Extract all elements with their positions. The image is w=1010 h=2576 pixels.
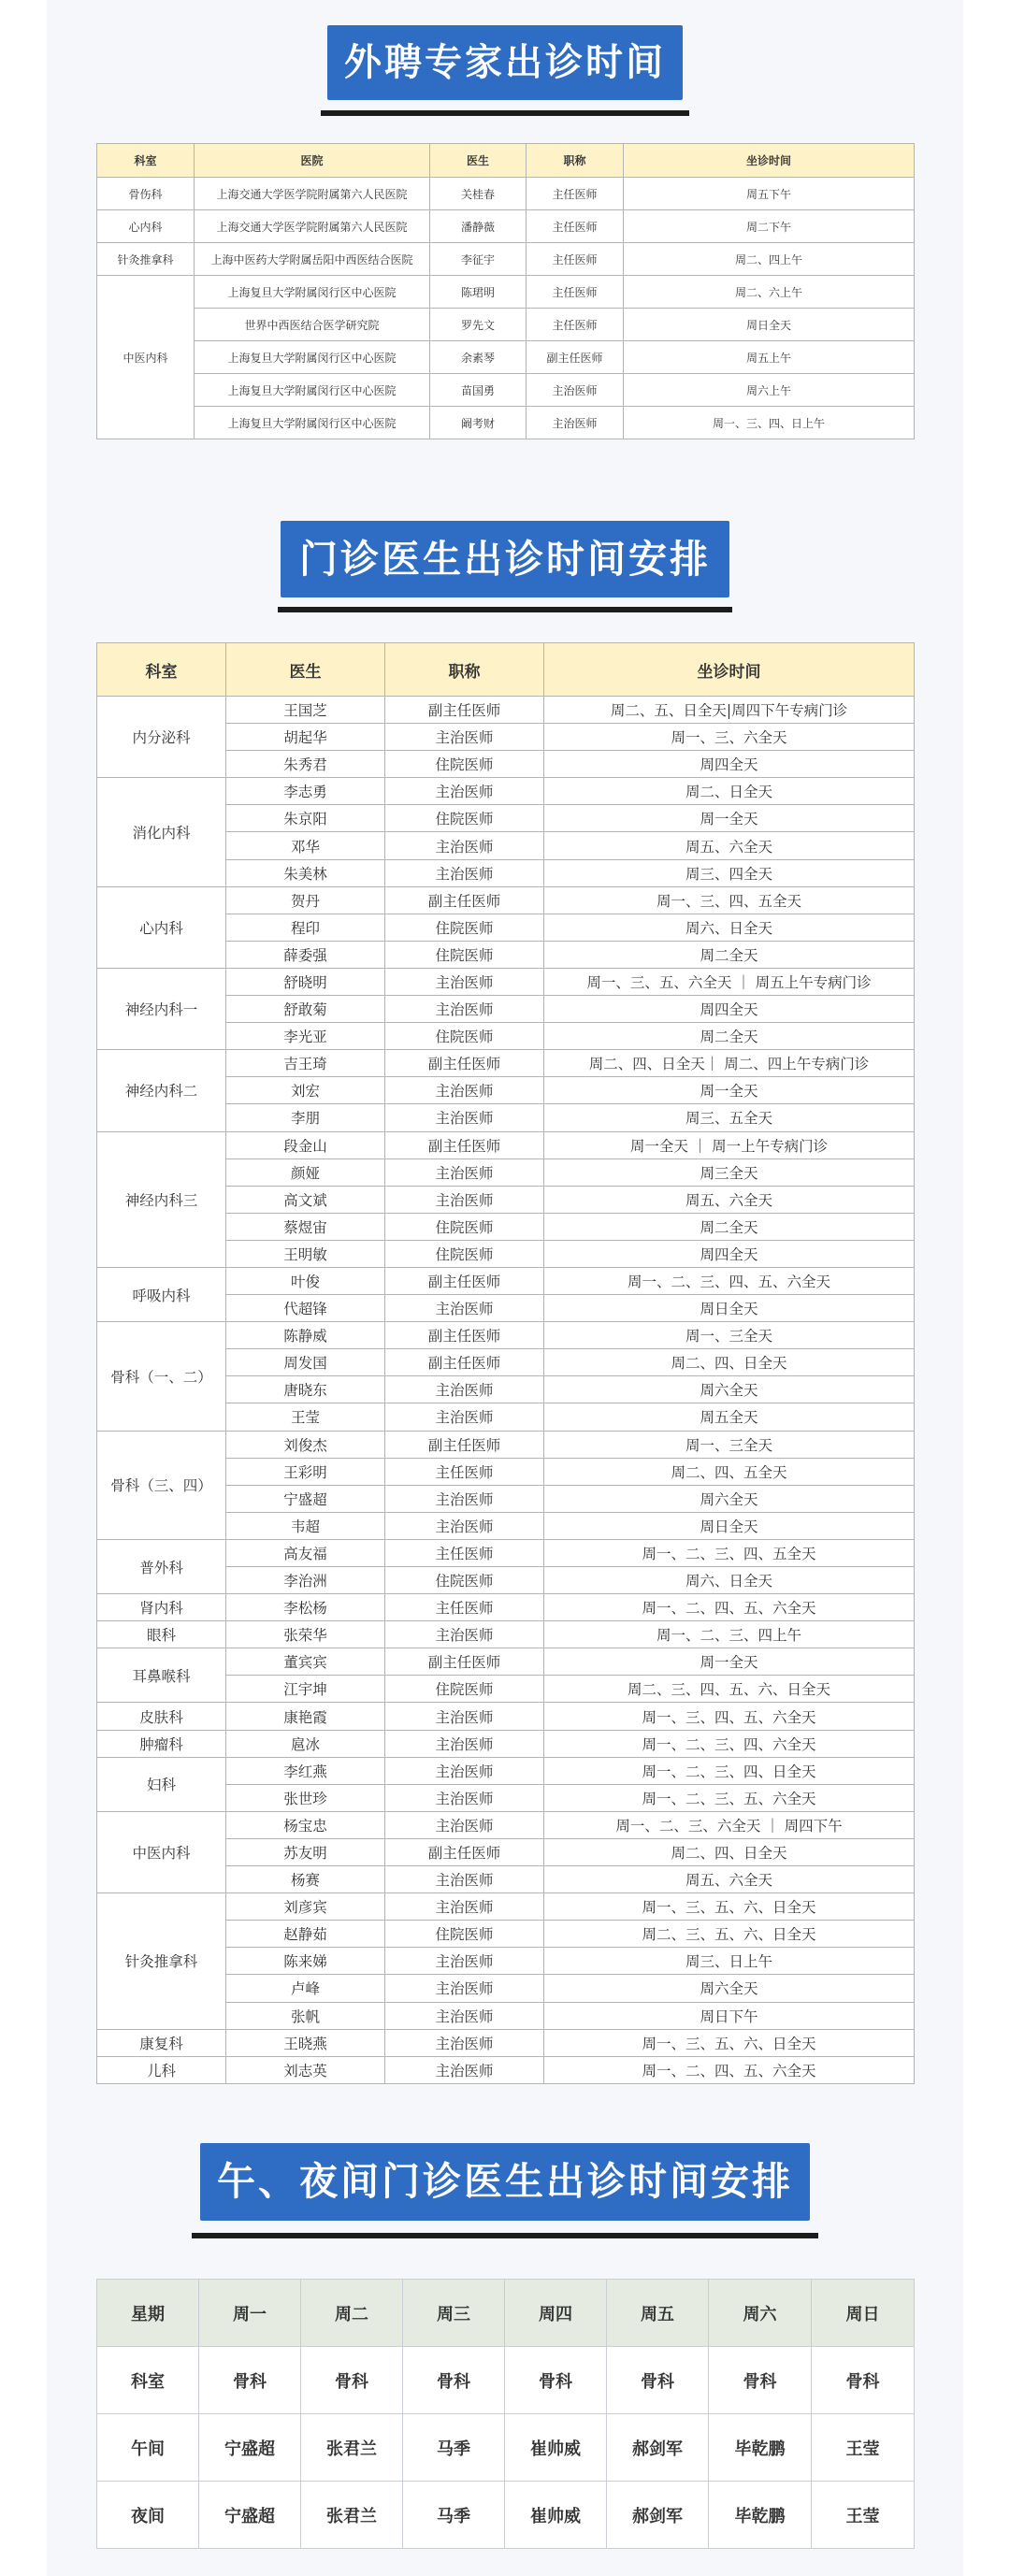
time-cell: 周二、四、日全天: [544, 1349, 915, 1376]
doctor-cell: 刘宏: [226, 1077, 385, 1104]
title-cell: 主治医师: [385, 1866, 544, 1893]
table-row: [97, 1730, 915, 1757]
title-cell: 主治医师: [385, 2002, 544, 2029]
title-cell: 主治医师: [385, 1077, 544, 1104]
schedule-cell: 宁盛超: [199, 2482, 301, 2549]
time-cell: 周一全天: [544, 805, 915, 832]
title-cell: 副主任医师: [385, 1267, 544, 1294]
doctor-cell: 董宾宾: [226, 1648, 385, 1676]
title-cell: 主治医师: [385, 2029, 544, 2056]
dept-cell: 皮肤科: [97, 1703, 226, 1730]
table-row: [97, 2414, 915, 2482]
schedule-cell: 骨科: [403, 2347, 505, 2414]
doctor-cell: 王晓燕: [226, 2029, 385, 2056]
schedule-cell: 马季: [403, 2482, 505, 2549]
dept-cell: 神经内科一: [97, 968, 226, 1049]
table-row: [97, 2482, 915, 2549]
time-cell: 周二、四、五全天: [544, 1458, 915, 1485]
doctor-cell: 蔡煜宙: [226, 1213, 385, 1240]
dept-cell: 内分泌科: [97, 697, 226, 778]
title-cell: 主治医师: [527, 407, 624, 439]
dept-cell: 神经内科三: [97, 1131, 226, 1267]
table-row: [97, 697, 915, 724]
section3-title-underline: [192, 2233, 818, 2238]
schedule-cell: 骨科: [709, 2347, 812, 2414]
dept-cell: 针灸推拿科: [97, 243, 195, 276]
title-cell: 主治医师: [385, 1376, 544, 1403]
time-cell: 周二、三、四、五、六、日全天: [544, 1676, 915, 1703]
schedule-cell: 郝剑军: [607, 2414, 709, 2482]
section1-title-wrap: [0, 25, 1010, 100]
doctor-cell: 高友福: [226, 1539, 385, 1566]
dept-cell: 中医内科: [97, 276, 195, 439]
schedule-cell: 崔帅威: [505, 2482, 607, 2549]
time-cell: 周二、四、日全天: [544, 1838, 915, 1865]
title-cell: 主治医师: [385, 859, 544, 886]
time-cell: 周六全天: [544, 1376, 915, 1403]
doctor-cell: 段金山: [226, 1131, 385, 1158]
time-cell: 周四全天: [544, 751, 915, 778]
doctor-cell: 阚考财: [430, 407, 527, 439]
row-label-cell: 夜间: [97, 2482, 199, 2549]
time-cell: 周三、日上午: [544, 1948, 915, 1975]
table-row: [97, 309, 915, 341]
doctor-cell: 杨宝忠: [226, 1811, 385, 1838]
time-cell: 周六全天: [544, 1975, 915, 2002]
header-cell: 职称: [385, 643, 544, 697]
hospital-cell: 上海复旦大学附属闵行区中心医院: [195, 341, 430, 374]
row-label-cell: 午间: [97, 2414, 199, 2482]
time-cell: 周六全天: [544, 1485, 915, 1512]
table-row: [97, 341, 915, 374]
doctor-cell: 陈来娣: [226, 1948, 385, 1975]
schedule-cell: 崔帅威: [505, 2414, 607, 2482]
title-cell: 主治医师: [385, 778, 544, 805]
table-row: [97, 1893, 915, 1921]
doctor-cell: 张世珍: [226, 1784, 385, 1811]
doctor-cell: 王彩明: [226, 1458, 385, 1485]
dept-cell: 普外科: [97, 1539, 226, 1593]
time-cell: 周一、三、四、五全天: [544, 886, 915, 914]
dept-cell: 神经内科二: [97, 1050, 226, 1131]
table-row: [97, 1131, 915, 1158]
time-cell: 周二全天: [544, 1213, 915, 1240]
doctor-cell: 江宇坤: [226, 1676, 385, 1703]
title-cell: 副主任医师: [385, 886, 544, 914]
doctor-cell: 苏友明: [226, 1838, 385, 1865]
doctor-cell: 颜娅: [226, 1158, 385, 1186]
title-cell: 主任医师: [527, 309, 624, 341]
dept-cell: 耳鼻喉科: [97, 1648, 226, 1703]
title-cell: 副主任医师: [385, 697, 544, 724]
header-cell: 医院: [195, 144, 430, 178]
time-cell: 周一、二、三、四、五、六全天: [544, 1267, 915, 1294]
doctor-cell: 潘静薇: [430, 210, 527, 243]
doctor-cell: 李朋: [226, 1104, 385, 1131]
time-cell: 周二、三、五、六、日全天: [544, 1921, 915, 1948]
doctor-cell: 李松杨: [226, 1594, 385, 1621]
time-cell: 周六、日全天: [544, 1567, 915, 1594]
time-cell: 周一、三、五、六、日全天: [544, 2029, 915, 2056]
title-cell: 住院医师: [385, 941, 544, 968]
time-cell: 周五全天: [544, 1403, 915, 1431]
doctor-cell: 罗先文: [430, 309, 527, 341]
doctor-cell: 赵静茹: [226, 1921, 385, 1948]
time-cell: 周二、日全天: [544, 778, 915, 805]
title-cell: 副主任医师: [385, 1131, 544, 1158]
title-cell: 主治医师: [385, 1811, 544, 1838]
doctor-cell: 李治洲: [226, 1567, 385, 1594]
header-cell: 坐诊时间: [624, 144, 915, 178]
schedule-cell: 骨科: [607, 2347, 709, 2414]
time-cell: 周一、三、五、六、日全天: [544, 1893, 915, 1921]
title-cell: 主治医师: [385, 1104, 544, 1131]
schedule-cell: 马季: [403, 2414, 505, 2482]
time-cell: 周一、三、四、五、六全天: [544, 1703, 915, 1730]
doctor-cell: 苗国勇: [430, 374, 527, 407]
time-cell: 周日全天: [624, 309, 915, 341]
time-cell: 周一、三全天: [544, 1431, 915, 1458]
title-cell: 副主任医师: [385, 1050, 544, 1077]
time-cell: 周六、日全天: [544, 914, 915, 941]
hospital-cell: 上海复旦大学附属闵行区中心医院: [195, 407, 430, 439]
dept-cell: 消化内科: [97, 778, 226, 886]
doctor-cell: 李光亚: [226, 1023, 385, 1050]
time-cell: 周一、二、三、四、六全天: [544, 1730, 915, 1757]
table-row: [97, 1811, 915, 1838]
time-cell: 周一、三、四、日上午: [624, 407, 915, 439]
dept-cell: 肿瘤科: [97, 1730, 226, 1757]
table-row: [97, 1050, 915, 1077]
schedule-cell: 骨科: [505, 2347, 607, 2414]
dept-cell: 中医内科: [97, 1811, 226, 1892]
doctor-cell: 张荣华: [226, 1621, 385, 1648]
hospital-cell: 上海中医药大学附属岳阳中西医结合医院: [195, 243, 430, 276]
time-cell: 周五、六全天: [544, 1186, 915, 1213]
dept-cell: 心内科: [97, 886, 226, 968]
title-cell: 主治医师: [527, 374, 624, 407]
title-cell: 主治医师: [385, 1703, 544, 1730]
dept-cell: 骨伤科: [97, 178, 195, 210]
external-experts-table: [96, 143, 915, 439]
title-cell: 主治医师: [385, 996, 544, 1023]
time-cell: 周日全天: [544, 1512, 915, 1539]
doctor-cell: 李红燕: [226, 1757, 385, 1784]
schedule-cell: 张君兰: [301, 2414, 403, 2482]
doctor-cell: 程印: [226, 914, 385, 941]
dept-cell: 心内科: [97, 210, 195, 243]
doctor-cell: 刘彦宾: [226, 1893, 385, 1921]
header-cell: 科室: [97, 643, 226, 697]
section3-title: 午、夜间门诊医生出诊时间安排: [200, 2143, 810, 2221]
doctor-cell: 陈珺明: [430, 276, 527, 309]
table-row: [97, 2347, 915, 2414]
section2-title-wrap: [0, 521, 1010, 597]
title-cell: 主治医师: [385, 1485, 544, 1512]
table-row: [97, 1621, 915, 1648]
title-cell: 主治医师: [385, 2056, 544, 2083]
doctor-cell: 代超锋: [226, 1295, 385, 1322]
title-cell: 主治医师: [385, 1893, 544, 1921]
title-cell: 主治医师: [385, 1403, 544, 1431]
time-cell: 周五下午: [624, 178, 915, 210]
doctor-cell: 邓华: [226, 832, 385, 859]
time-cell: 周一全天: [544, 1648, 915, 1676]
time-cell: 周五、六全天: [544, 832, 915, 859]
schedule-cell: 王莹: [812, 2414, 915, 2482]
time-cell: 周三、五全天: [544, 1104, 915, 1131]
table-row: [97, 1322, 915, 1349]
time-cell: 周日全天: [544, 1295, 915, 1322]
doctor-cell: 刘志英: [226, 2056, 385, 2083]
schedule-cell: 骨科: [301, 2347, 403, 2414]
time-cell: 周五上午: [624, 341, 915, 374]
doctor-cell: 宁盛超: [226, 1485, 385, 1512]
title-cell: 主治医师: [385, 1730, 544, 1757]
section2-title-underline: [278, 607, 732, 612]
dept-cell: 眼科: [97, 1621, 226, 1648]
time-cell: 周四全天: [544, 1240, 915, 1267]
header-cell: 坐诊时间: [544, 643, 915, 697]
header-cell: 医生: [430, 144, 527, 178]
title-cell: 住院医师: [385, 1213, 544, 1240]
hospital-cell: 上海交通大学医学院附属第六人民医院: [195, 178, 430, 210]
title-cell: 副主任医师: [385, 1349, 544, 1376]
title-cell: 住院医师: [385, 1240, 544, 1267]
table-row: [97, 210, 915, 243]
doctor-cell: 舒晓明: [226, 968, 385, 995]
schedule-cell: 张君兰: [301, 2482, 403, 2549]
doctor-cell: 李征宇: [430, 243, 527, 276]
doctor-cell: 胡起华: [226, 724, 385, 751]
title-cell: 主任医师: [527, 243, 624, 276]
title-cell: 主治医师: [385, 1512, 544, 1539]
dept-cell: 康复科: [97, 2029, 226, 2056]
title-cell: 主任医师: [385, 1594, 544, 1621]
time-cell: 周二、五、日全天|周四下午专病门诊: [544, 697, 915, 724]
doctor-cell: 王明敏: [226, 1240, 385, 1267]
title-cell: 住院医师: [385, 914, 544, 941]
doctor-cell: 关桂春: [430, 178, 527, 210]
title-cell: 住院医师: [385, 1023, 544, 1050]
header-cell: 周二: [301, 2280, 403, 2347]
table-row: [97, 407, 915, 439]
time-cell: 周一、二、四、五、六全天: [544, 1594, 915, 1621]
title-cell: 主任医师: [527, 210, 624, 243]
header-cell: 科室: [97, 144, 195, 178]
hospital-cell: 上海复旦大学附属闵行区中心医院: [195, 276, 430, 309]
time-cell: 周日下午: [544, 2002, 915, 2029]
title-cell: 主治医师: [385, 1784, 544, 1811]
header-cell: 周一: [199, 2280, 301, 2347]
doctor-cell: 高文斌: [226, 1186, 385, 1213]
dept-cell: 呼吸内科: [97, 1267, 226, 1321]
table-row: [97, 1539, 915, 1566]
table-row: [97, 2029, 915, 2056]
title-cell: 主治医师: [385, 1757, 544, 1784]
section2-title: 门诊医生出诊时间安排: [281, 521, 729, 597]
title-cell: 住院医师: [385, 805, 544, 832]
schedule-cell: 毕乾鹏: [709, 2414, 812, 2482]
doctor-cell: 扈冰: [226, 1730, 385, 1757]
schedule-cell: 王莹: [812, 2482, 915, 2549]
time-cell: 周五、六全天: [544, 1866, 915, 1893]
title-cell: 住院医师: [385, 751, 544, 778]
schedule-cell: 骨科: [199, 2347, 301, 2414]
table-row: [97, 2056, 915, 2083]
schedule-cell: 郝剑军: [607, 2482, 709, 2549]
section1-title: 外聘专家出诊时间: [327, 25, 683, 100]
table-row: [97, 1648, 915, 1676]
table-row: [97, 276, 915, 309]
doctor-cell: 舒敢菊: [226, 996, 385, 1023]
title-cell: 主治医师: [385, 1621, 544, 1648]
time-cell: 周一、二、四、五、六全天: [544, 2056, 915, 2083]
doctor-cell: 余素琴: [430, 341, 527, 374]
table-row: [97, 178, 915, 210]
time-cell: 周一、二、三、四、五全天: [544, 1539, 915, 1566]
doctor-cell: 朱美林: [226, 859, 385, 886]
time-cell: 周二、四上午: [624, 243, 915, 276]
table-row: [97, 778, 915, 805]
time-cell: 周一全天: [544, 1077, 915, 1104]
doctor-cell: 韦超: [226, 1512, 385, 1539]
time-cell: 周二下午: [624, 210, 915, 243]
title-cell: 主治医师: [385, 1975, 544, 2002]
title-cell: 副主任医师: [385, 1648, 544, 1676]
time-cell: 周二全天: [544, 1023, 915, 1050]
outpatient-schedule-table: [96, 642, 915, 2084]
time-cell: 周一、二、三、四上午: [544, 1621, 915, 1648]
doctor-cell: 吉王琦: [226, 1050, 385, 1077]
time-cell: 周一全天 ｜ 周一上午专病门诊: [544, 1131, 915, 1158]
doctor-cell: 李志勇: [226, 778, 385, 805]
doctor-cell: 叶俊: [226, 1267, 385, 1294]
row-label-cell: 科室: [97, 2347, 199, 2414]
time-cell: 周一、二、三、四、日全天: [544, 1757, 915, 1784]
dept-cell: 儿科: [97, 2056, 226, 2083]
doctor-cell: 唐晓东: [226, 1376, 385, 1403]
header-cell: 周五: [607, 2280, 709, 2347]
table-row: [97, 1757, 915, 1784]
time-cell: 周一、三、五、六全天 ｜ 周五上午专病门诊: [544, 968, 915, 995]
hospital-cell: 上海交通大学医学院附属第六人民医院: [195, 210, 430, 243]
section1-title-underline: [321, 110, 689, 116]
table-row: [97, 243, 915, 276]
time-cell: 周三全天: [544, 1158, 915, 1186]
time-cell: 周六上午: [624, 374, 915, 407]
time-cell: 周四全天: [544, 996, 915, 1023]
table-row: [97, 968, 915, 995]
doctor-cell: 薛委强: [226, 941, 385, 968]
noon-night-schedule-table: [96, 2279, 915, 2549]
title-cell: 主治医师: [385, 1158, 544, 1186]
doctor-cell: 陈静威: [226, 1322, 385, 1349]
doctor-cell: 刘俊杰: [226, 1431, 385, 1458]
hospital-cell: 世界中西医结合医学研究院: [195, 309, 430, 341]
time-cell: 周一、三、六全天: [544, 724, 915, 751]
dept-cell: 骨科（三、四）: [97, 1431, 226, 1539]
doctor-cell: 王国芝: [226, 697, 385, 724]
table-row: [97, 1267, 915, 1294]
title-cell: 住院医师: [385, 1676, 544, 1703]
dept-cell: 针灸推拿科: [97, 1893, 226, 2029]
title-cell: 住院医师: [385, 1921, 544, 1948]
header-cell: 周三: [403, 2280, 505, 2347]
time-cell: 周二、四、日全天｜ 周二、四上午专病门诊: [544, 1050, 915, 1077]
doctor-cell: 周发国: [226, 1349, 385, 1376]
doctor-cell: 杨赛: [226, 1866, 385, 1893]
title-cell: 主治医师: [385, 1948, 544, 1975]
title-cell: 主任医师: [527, 276, 624, 309]
title-cell: 副主任医师: [385, 1838, 544, 1865]
doctor-cell: 朱京阳: [226, 805, 385, 832]
header-cell: 周日: [812, 2280, 915, 2347]
header-cell: 周六: [709, 2280, 812, 2347]
time-cell: 周一、二、三、六全天 ｜ 周四下午: [544, 1811, 915, 1838]
table-row: [97, 1594, 915, 1621]
section3-title-wrap: [0, 2143, 1010, 2221]
header-cell: 职称: [527, 144, 624, 178]
schedule-cell: 毕乾鹏: [709, 2482, 812, 2549]
title-cell: 副主任医师: [385, 1431, 544, 1458]
title-cell: 住院医师: [385, 1567, 544, 1594]
dept-cell: 骨科（一、二）: [97, 1322, 226, 1431]
table-row: [97, 1703, 915, 1730]
time-cell: 周一、三全天: [544, 1322, 915, 1349]
header-cell: 医生: [226, 643, 385, 697]
table-row: [97, 886, 915, 914]
title-cell: 副主任医师: [527, 341, 624, 374]
time-cell: 周一、二、三、五、六全天: [544, 1784, 915, 1811]
doctor-cell: 朱秀君: [226, 751, 385, 778]
schedule-cell: 宁盛超: [199, 2414, 301, 2482]
title-cell: 主治医师: [385, 832, 544, 859]
header-cell: 星期: [97, 2280, 199, 2347]
doctor-cell: 王莹: [226, 1403, 385, 1431]
doctor-cell: 康艳霞: [226, 1703, 385, 1730]
dept-cell: 肾内科: [97, 1594, 226, 1621]
title-cell: 主任医师: [527, 178, 624, 210]
header-cell: 周四: [505, 2280, 607, 2347]
title-cell: 主治医师: [385, 1295, 544, 1322]
schedule-cell: 骨科: [812, 2347, 915, 2414]
time-cell: 周三、四全天: [544, 859, 915, 886]
time-cell: 周二全天: [544, 941, 915, 968]
doctor-cell: 卢峰: [226, 1975, 385, 2002]
dept-cell: 妇科: [97, 1757, 226, 1811]
doctor-cell: 贺丹: [226, 886, 385, 914]
time-cell: 周二、六上午: [624, 276, 915, 309]
title-cell: 主治医师: [385, 968, 544, 995]
title-cell: 主治医师: [385, 724, 544, 751]
table-row: [97, 374, 915, 407]
title-cell: 主任医师: [385, 1458, 544, 1485]
title-cell: 主任医师: [385, 1539, 544, 1566]
doctor-cell: 张帆: [226, 2002, 385, 2029]
table-row: [97, 1431, 915, 1458]
title-cell: 主治医师: [385, 1186, 544, 1213]
title-cell: 副主任医师: [385, 1322, 544, 1349]
hospital-cell: 上海复旦大学附属闵行区中心医院: [195, 374, 430, 407]
